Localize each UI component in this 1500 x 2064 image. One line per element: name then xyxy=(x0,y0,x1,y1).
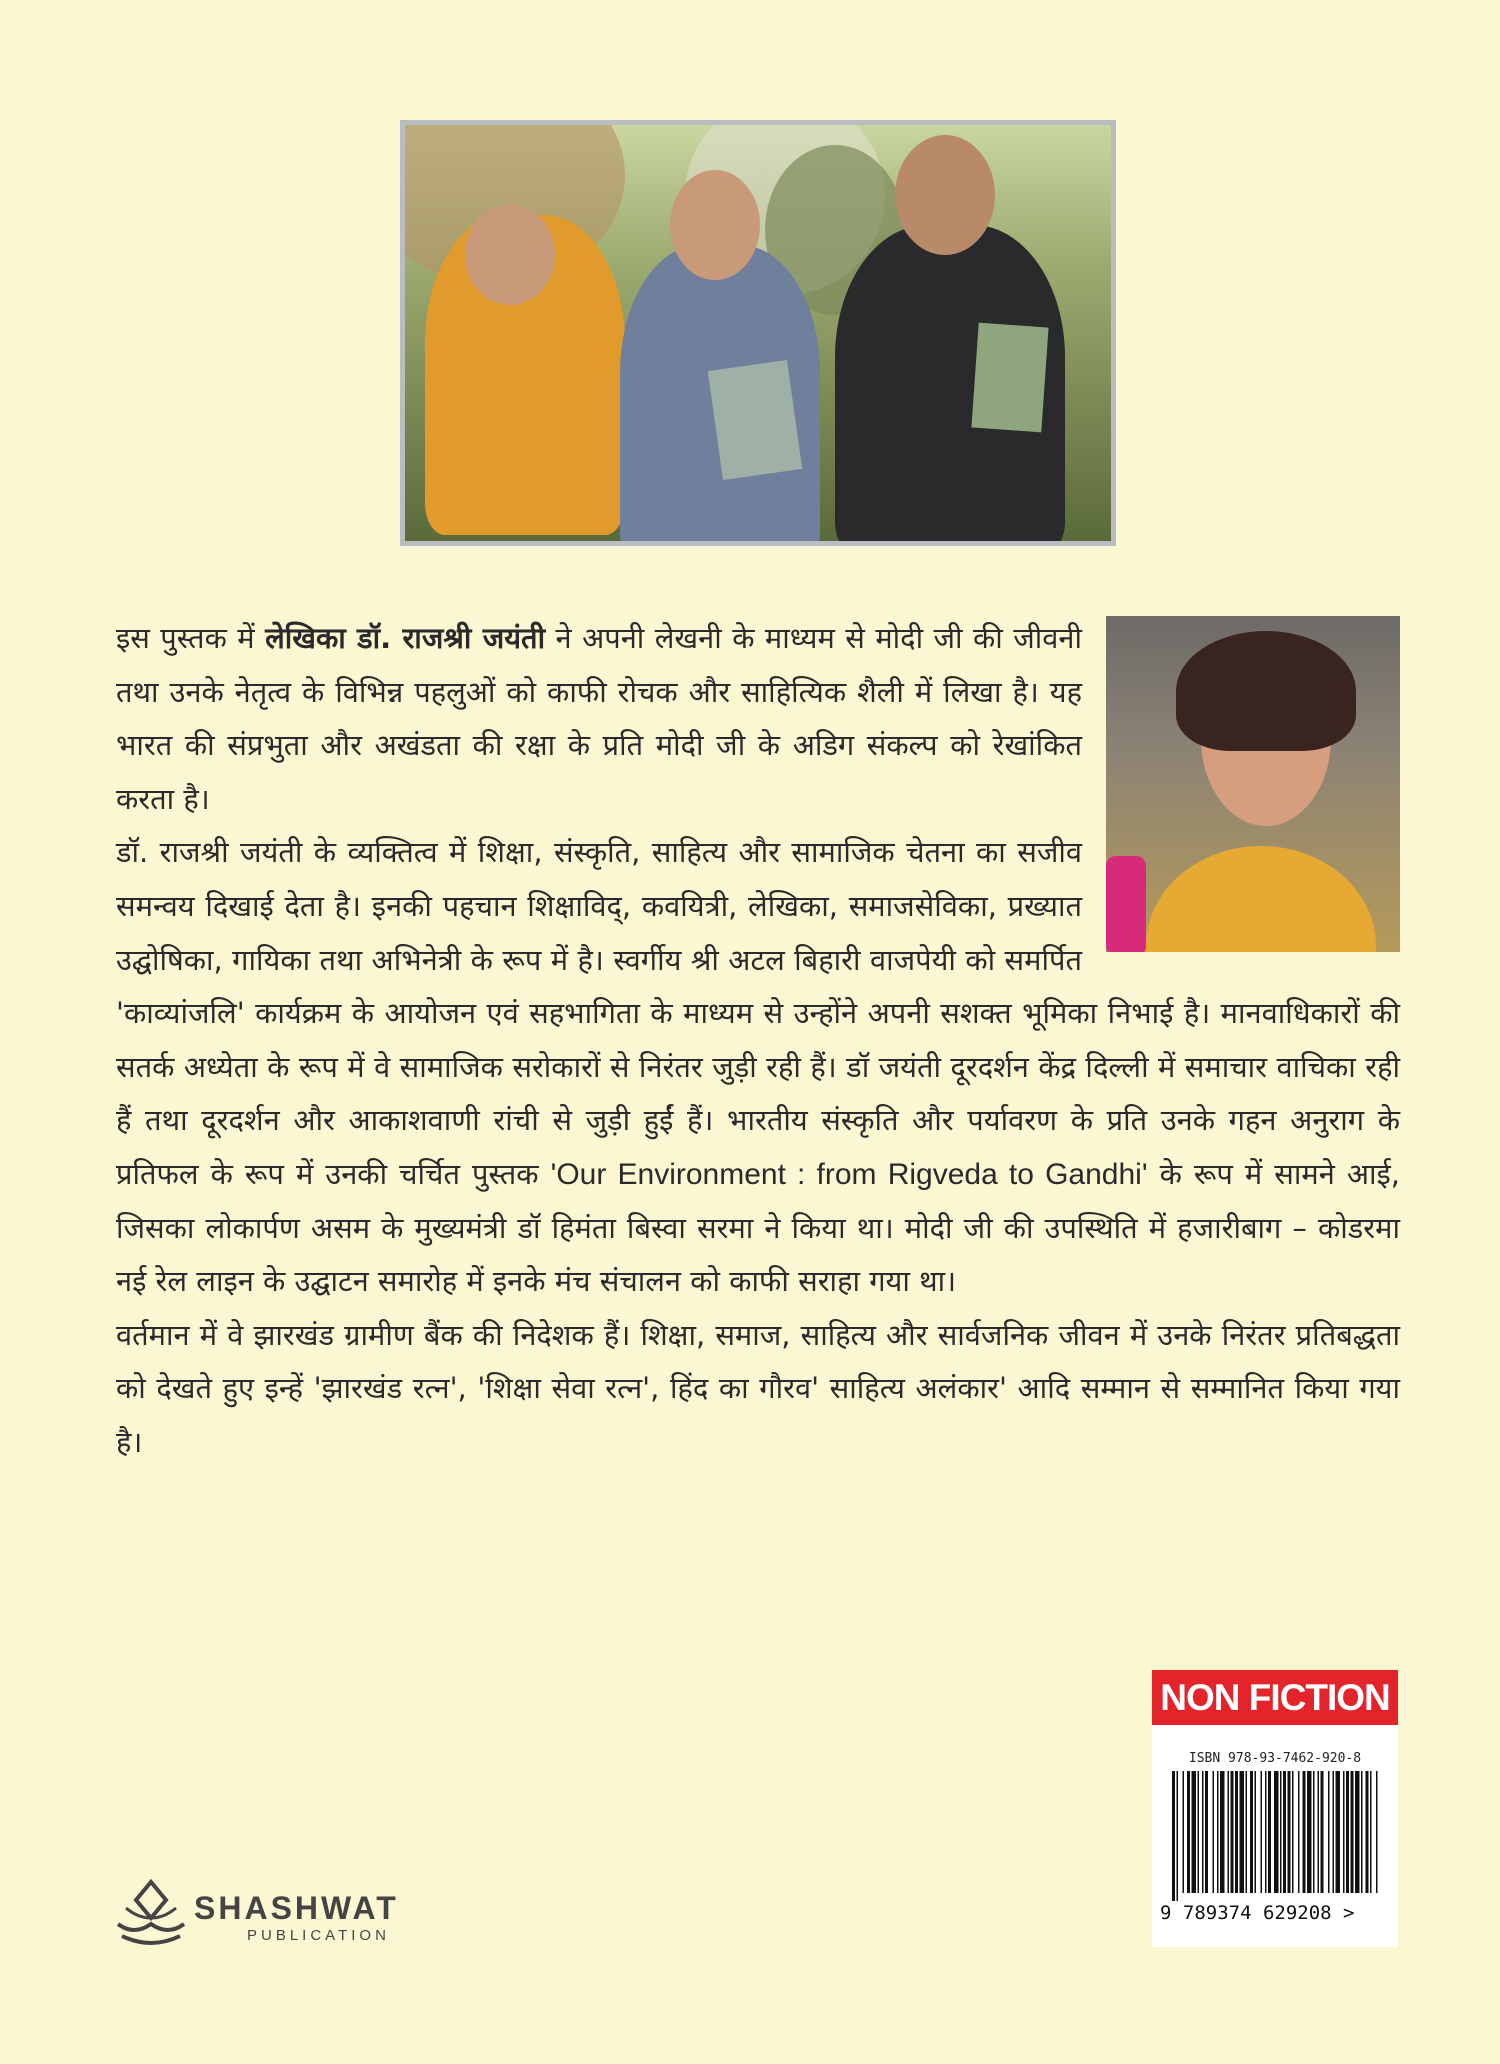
description-paragraph-2: डॉ. राजश्री जयंती के व्यक्तित्व में शिक्षा, संस्कृति, साहित्य और सामाजिक चेतना का सजीव समन्वय दिखाई देता है। इनकी पहचान शिक्षाविद्, कवयित्री, लेखिका, समाजसेविका, प्रख्यात उद्घोषिका, गायिका तथा अभिनेत्री के रूप में है। स्वर्गीय श्री अटल बिहारी वाजपेयी को समर्पित 'काव्यांजलि' कार्यक्रम के आयोजन एवं सहभागिता के माध्यम से उन्होंने अपनी सशक्त भूमिका निभाई है। मानवाधिकारों की सतर्क अध्येता के रूप में वे सामाजिक सरोकारों से निरंतर जुड़ी रही हैं। डॉ जयंती दूरदर्शन केंद्र दिल्ली में समाचार वाचिका रही हैं तथा दूरदर्शन और आकाशवाणी रांची से जुड़ी हुईं हैं। भारतीय संस्कृति और पर्यावरण के प्रति उनके गहन अनुराग के प्रतिफल के रूप में उनकी चर्चित पुस्तक 'Our Environment : from Rigveda to Gandhi' के रूप में सामने आई, जिसका लोकार्पण असम के मुख्यमंत्री डॉ हिमंता बिस्वा सरमा ने किया था। मोदी जी की उपस्थिति में हजारीबाग – कोडरमा नई रेल लाइन के उद्घाटन समारोह में इनके मंच संचालन को काफी सराहा गया था। xyxy=(116,835,1400,1299)
barcode-box xyxy=(1152,1725,1398,1947)
author-description xyxy=(116,612,1400,1470)
book-launch-photo xyxy=(400,120,1116,546)
barcode-digits: 9 789374 629208 > xyxy=(1160,1902,1355,1924)
description-paragraph-3: वर्तमान में वे झारखंड ग्रामीण बैंक की निदेशक हैं। शिक्षा, समाज, साहित्य और सार्वजनिक जीवन में उनके निरंतर प्रतिबद्धता को देखते हुए इन्हें 'झारखंड रत्न', 'शिक्षा सेवा रत्न', हिंद का गौरव' साहित्य अलंकार' आदि सम्मान से सम्मानित किया गया है। xyxy=(116,1317,1400,1459)
lotus-icon xyxy=(112,1878,190,1950)
publisher-name: SHASHWAT xyxy=(194,1890,399,1926)
isbn-label: ISBN 978-93-7462-920-8 xyxy=(1188,1751,1362,1766)
book-title: 'Our Environment : from Rigveda to Gandhi' xyxy=(550,1157,1148,1191)
barcode-icon xyxy=(1172,1771,1380,1901)
description-paragraph-1: इस पुस्तक में लेखिका डॉ. राजश्री जयंती ने अपनी लेखनी के माध्यम से मोदी जी की जीवनी तथा उनके नेतृत्व के विभिन्न पहलुओं को काफी रोचक और साहित्यिक शैली में लिखा है। यह भारत की संप्रभुता और अखंडता की रक्षा के प्रति मोदी जी के अडिग संकल्प को रेखांकित करता है। xyxy=(116,621,1083,816)
publisher-logo xyxy=(112,1878,432,1950)
genre-badge: NON FICTION xyxy=(1152,1670,1398,1725)
publisher-sub: PUBLICATION xyxy=(247,1927,390,1944)
